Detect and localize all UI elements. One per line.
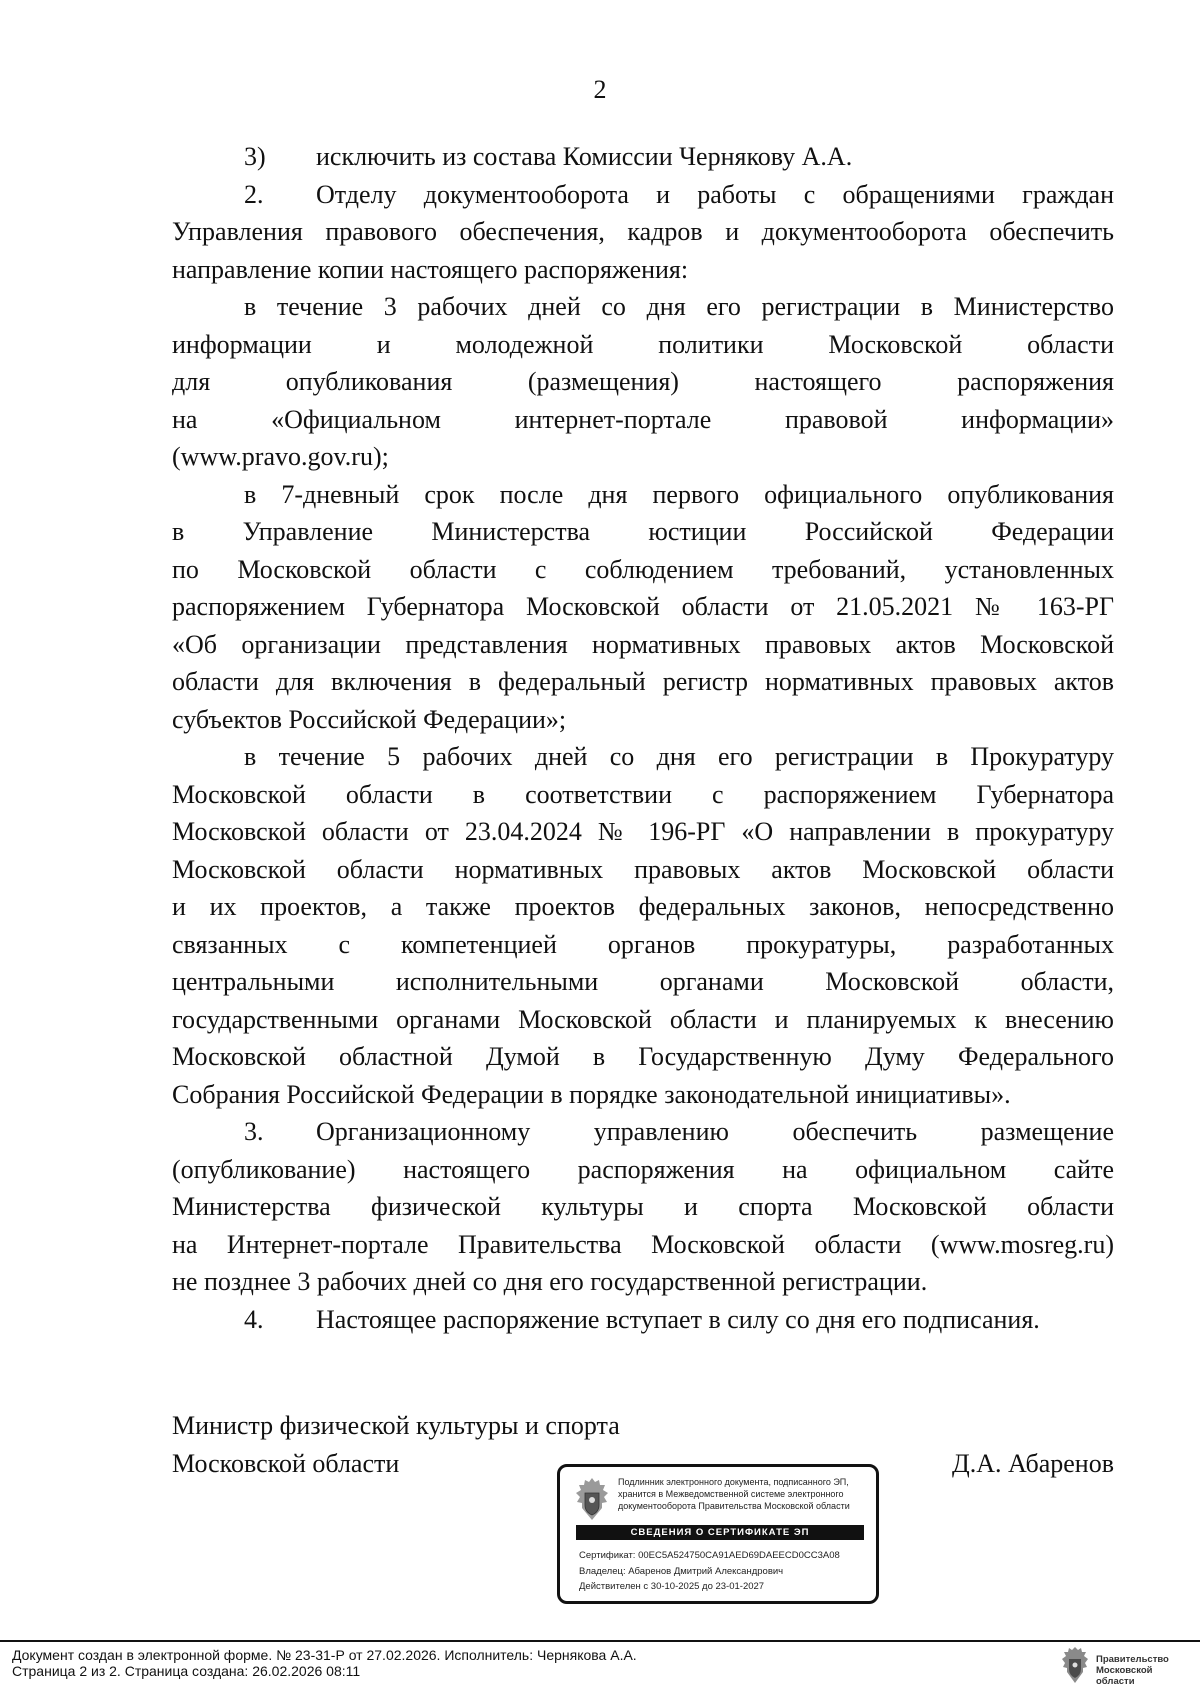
body-line [172,1113,1114,1151]
body-line [172,738,1114,776]
body-line [172,363,1114,401]
body-line [172,851,1114,889]
body-line [172,1226,1114,1264]
line-text: для опубликования (размещения) настоящего распоряжения [172,367,1114,396]
line-text: (www.pravo.gov.ru); [172,442,389,471]
document-body [172,138,1114,1338]
line-text: не позднее 3 рабочих дней со дня его государственной регистрации. [172,1267,928,1296]
body-line [172,701,1114,739]
body-line [172,401,1114,439]
body-line [172,138,1114,176]
page-number: 2 [593,75,607,104]
body-line [172,251,1114,289]
signer-name: Д.А. Абаренов [952,1448,1114,1478]
stamp-notice-line3: документооборота Правительства Московской области [618,1501,850,1511]
line-text: центральными исполнительными органами Московской области, [172,967,1114,996]
line-text: на Интернет-портале Правительства Московской области (www.mosreg.ru) [172,1229,1114,1259]
line-text: направление копии настоящего распоряжения: [172,254,689,284]
body-line [172,963,1114,1001]
item-number: 4. [244,1304,264,1334]
body-line [172,551,1114,589]
body-line [172,588,1114,626]
line-text: области для включения в федеральный регистр нормативных правовых актов [172,667,1114,696]
body-line [172,513,1114,551]
footer-line1: Документ создан в электронной форме. № 23-31-Р от 27.02.2026. Исполнитель: Чернякова А.А. [12,1647,637,1663]
body-line [172,1151,1114,1189]
body-line [172,1301,1114,1339]
body-line [172,663,1114,701]
stamp-certificate: Сертификат: 00EC5A524750CA91AED69DAEECD0CC3A08 [579,1550,840,1561]
stamp-notice [618,1476,874,1512]
stamp-owner: Владелец: Абаренов Дмитрий Александрович [579,1565,784,1577]
logo-line1: Правительство [1096,1654,1169,1665]
footer-divider [0,1640,1200,1642]
stamp-validity: Действителен с 30-10-2025 до 23-01-2027 [579,1581,765,1592]
body-line [172,213,1114,251]
footer-line2: Страница 2 из 2. Страница создана: 26.02.2026 08:11 [12,1663,361,1679]
body-line [172,1038,1114,1076]
body-line [172,288,1114,326]
electronic-signature-stamp [557,1464,879,1604]
stamp-notice-line2: хранится в Межведомственной системе электронного [618,1489,844,1499]
signer-position-line1: Министр физической культуры и спорта [172,1411,620,1440]
stamp-notice-line1: Подлинник электронного документа, подписанного ЭП, [618,1477,849,1487]
line-text: Московской области в соответствии с распоряжением Губернатора [172,779,1114,809]
line-text: Московской области нормативных правовых актов Московской области [172,854,1114,884]
stamp-details [579,1548,840,1595]
body-line [172,1001,1114,1039]
line-text: в течение 5 рабочих дней со дня его регистрации в Прокуратуру [244,742,1114,771]
signer-position-line2: Московской области [172,1448,400,1478]
body-line [172,438,1114,476]
item-number: 3) [244,142,266,171]
coat-of-arms-icon [1060,1646,1090,1684]
government-logo [1060,1646,1190,1686]
line-text: информации и молодежной политики Московской области [172,329,1114,359]
body-line [172,888,1114,926]
line-text: в течение 3 рабочих дней со дня его регистрации в Министерство [244,292,1114,321]
line-text: Управления правового обеспечения, кадров и документооборота обеспечить [172,217,1114,246]
line-text: Собрания Российской Федерации в порядке законодательной инициативы». [172,1079,1011,1109]
line-text: Организационному управлению обеспечить размещение [316,1117,1114,1146]
line-text: Министерства физической культуры и спорта Московской области [172,1192,1114,1221]
body-line [172,776,1114,814]
body-line [172,1188,1114,1226]
line-text: исключить из состава Комиссии Чернякову А.А. [316,142,853,171]
body-line [172,326,1114,364]
item-number: 2. [244,179,264,209]
body-line [172,1263,1114,1301]
line-text: на «Официальном интернет-портале правовой информации» [172,404,1114,434]
coat-of-arms-icon [574,1477,610,1521]
stamp-header: СВЕДЕНИЯ О СЕРТИФИКАТЕ ЭП [576,1525,864,1540]
body-line [172,1076,1114,1114]
body-line [172,926,1114,964]
logo-line2: Московской области [1096,1665,1153,1687]
line-text: в 7-дневный срок после дня первого официального опубликования [244,479,1114,509]
government-logo-text [1096,1654,1190,1687]
line-text: и их проектов, а также проектов федеральных законов, непосредственно [172,892,1114,921]
line-text: связанных с компетенцией органов прокуратуры, разработанных [172,929,1114,959]
line-text: по Московской области с соблюдением требований, установленных [172,554,1114,584]
body-line [172,626,1114,664]
body-line [172,176,1114,214]
line-text: в Управление Министерства юстиции Российской Федерации [172,517,1114,546]
line-text: Отделу документооборота и работы с обращениями граждан [316,179,1114,209]
line-text: субъектов Российской Федерации»; [172,704,567,734]
item-number: 3. [244,1117,264,1146]
body-line [172,813,1114,851]
line-text: Настоящее распоряжение вступает в силу со дня его подписания. [316,1304,1040,1334]
line-text: государственными органами Московской области и планируемых к внесению [172,1004,1114,1034]
line-text: (опубликование) настоящего распоряжения на официальном сайте [172,1154,1114,1184]
line-text: «Об организации представления нормативных правовых актов Московской [172,629,1114,659]
line-text: Московской области от 23.04.2024 № 196-РГ «О направлении в прокуратуру [172,817,1114,846]
footer-info [12,1647,637,1679]
body-line [172,476,1114,514]
line-text: Московской областной Думой в Государственную Думу Федерального [172,1042,1114,1071]
line-text: распоряжением Губернатора Московской области от 21.05.2021 № 163-РГ [172,592,1114,621]
